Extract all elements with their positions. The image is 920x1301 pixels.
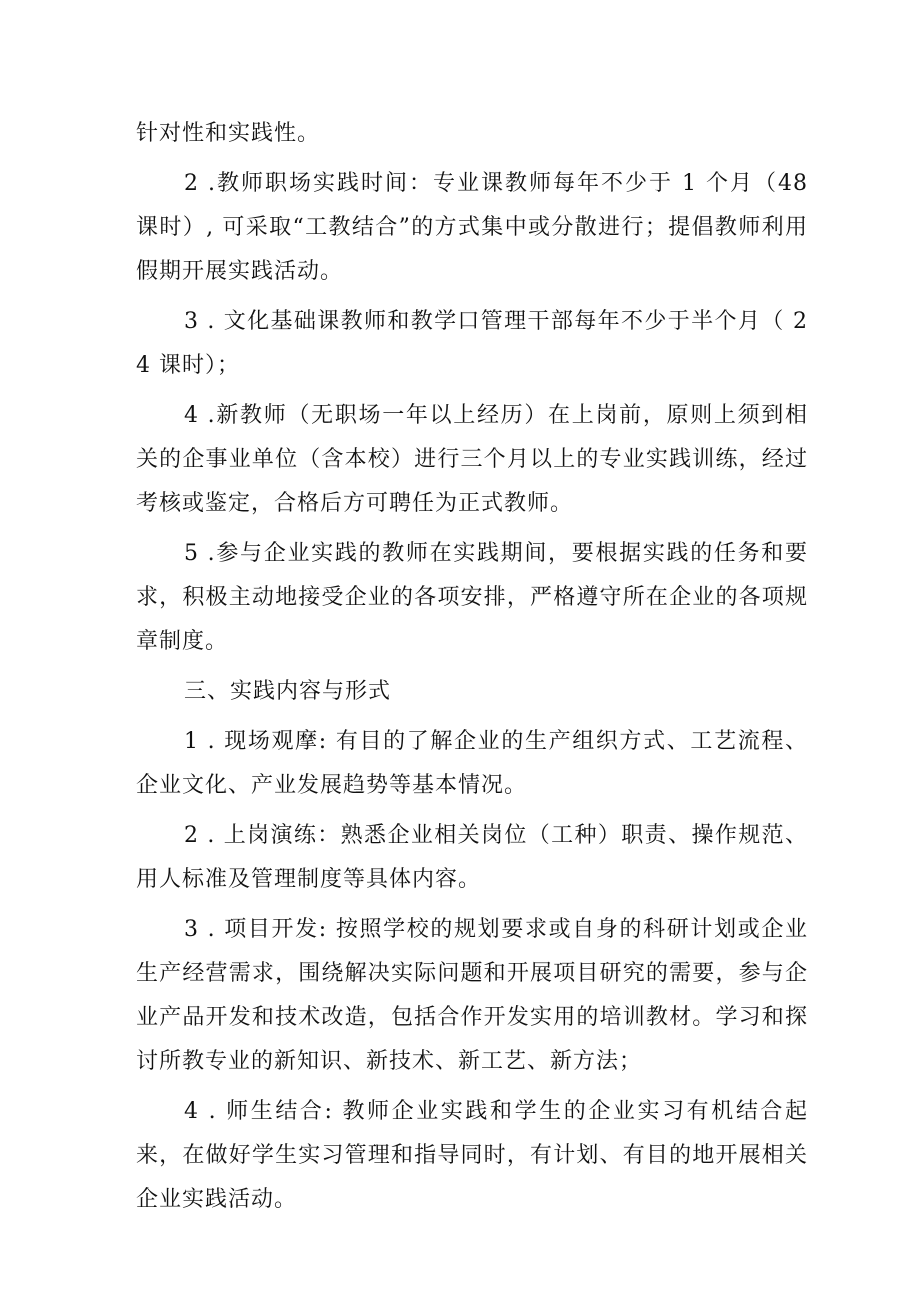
paragraph-10: 4 . 师生结合: 教师企业实践和学生的企业实习有机结合起来，在做好学生实习管理和指导同时，有计划、有目的地开展相关企业实践活动。 <box>136 1099 808 1212</box>
paragraph-5: 5 .参与企业实践的教师在实践期间，要根据实践的任务和要求，积极主动地接受企业的各项安排，严格遵守所在企业的各项规章制度。 <box>136 541 808 654</box>
section-heading: 三、实践内容与形式 <box>184 679 392 704</box>
document-body <box>136 112 808 1228</box>
paragraph-2: 2 .教师职场实践时间：专业课教师每年不少于 1 个月（48 课时）, 可采取“工教结合”的方式集中或分散进行；提倡教师利用假期开展实践活动。 <box>136 171 808 284</box>
paragraph-9: 3 . 项目开发: 按照学校的规划要求或自身的科研计划或企业生产经营需求，围绕解决实际问题和开展项目研究的需要，参与企业产品开发和技术改造，包括合作开发实用的培训教材。学习和探讨所教专业的新知识、新技术、新工艺、新方法； <box>136 917 808 1074</box>
paragraph-3: 3 . 文化基础课教师和教学口管理干部每年不少于半个月（ 24 课时）； <box>136 309 808 378</box>
paragraph-4: 4 .新教师（无职场一年以上经历）在上岗前，原则上须到相关的企事业单位（含本校）进行三个月以上的专业实践训练，经过考核或鉴定，合格后方可聘任为正式教师。 <box>136 403 808 516</box>
paragraph-7: 1 . 现场观摩: 有目的了解企业的生产组织方式、工艺流程、企业文化、产业发展趋势等基本情况。 <box>136 729 808 798</box>
paragraph-1: 针对性和实践性。 <box>136 121 321 146</box>
paragraph-8: 2 . 上岗演练：熟悉企业相关岗位（工种）职责、操作规范、用人标准及管理制度等具体内容。 <box>136 823 808 892</box>
